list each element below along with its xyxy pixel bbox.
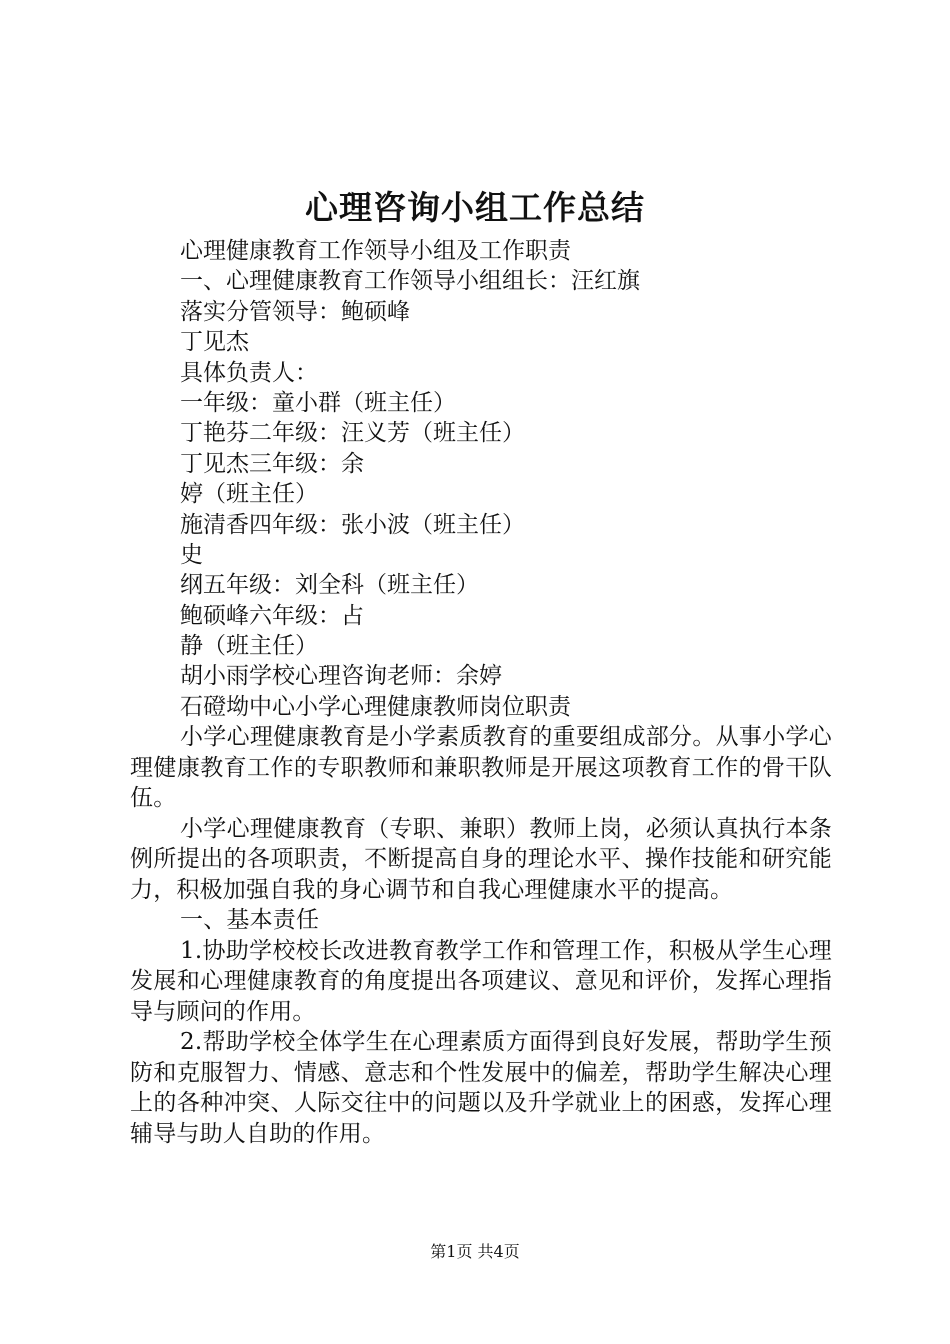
text-line: 胡小雨学校心理咨询老师：余婷 xyxy=(180,663,502,690)
document-body xyxy=(130,236,832,1149)
paragraph: 小学心理健康教育（专职、兼职）教师上岗，必须认真执行本条例所提出的各项职责，不断提高自身的理论水平、操作技能和研究能力，积极加强自我的身心调节和自我心理健康水平的提高。 xyxy=(130,815,832,903)
text-line: 石磴坳中心小学心理健康教师岗位职责 xyxy=(180,693,571,720)
text-line: 纲五年级：刘全科（班主任） xyxy=(180,572,479,599)
text-line: 丁见杰三年级：余 xyxy=(180,450,364,477)
text-line: 施清香四年级：张小波（班主任） xyxy=(180,511,525,538)
text-line: 丁见杰 xyxy=(180,329,249,356)
text-line: 具体负责人： xyxy=(180,359,318,386)
text-line: 静（班主任） xyxy=(180,633,318,660)
text-line: 一年级：童小群（班主任） xyxy=(180,389,456,416)
paragraph: 小学心理健康教育是小学素质教育的重要组成部分。从事小学心理健康教育工作的专职教师和兼职教师是开展这项教育工作的骨干队伍。 xyxy=(130,724,832,812)
section-heading: 一、基本责任 xyxy=(180,907,320,934)
text-line: 落实分管领导：鲍硕峰 xyxy=(180,298,410,325)
text-line: 心理健康教育工作领导小组及工作职责 xyxy=(180,238,571,264)
text-line: 一、心理健康教育工作领导小组组长：汪红旗 xyxy=(180,268,640,295)
paragraph: 1.协助学校校长改进教育教学工作和管理工作，积极从学生心理发展和心理健康教育的角度提出各项建议、意见和评价，发挥心理指导与顾问的作用。 xyxy=(130,937,832,1025)
paragraph: 2.帮助学校全体学生在心理素质方面得到良好发展，帮助学生预防和克服智力、情感、意志和个性发展中的偏差，帮助学生解决心理上的各种冲突、人际交往中的问题以及升学就业上的困惑，发挥心理辅导与助人自助的作用。 xyxy=(130,1029,832,1147)
document-title: 心理咨询小组工作总结 xyxy=(305,188,645,227)
text-line: 婷（班主任） xyxy=(180,481,318,508)
text-line: 丁艳芬二年级：汪义芳（班主任） xyxy=(180,420,525,447)
text-line: 史 xyxy=(180,541,203,568)
text-line: 鲍硕峰六年级：占 xyxy=(180,602,364,629)
page-footer: 第1页 共4页 xyxy=(430,1242,520,1261)
